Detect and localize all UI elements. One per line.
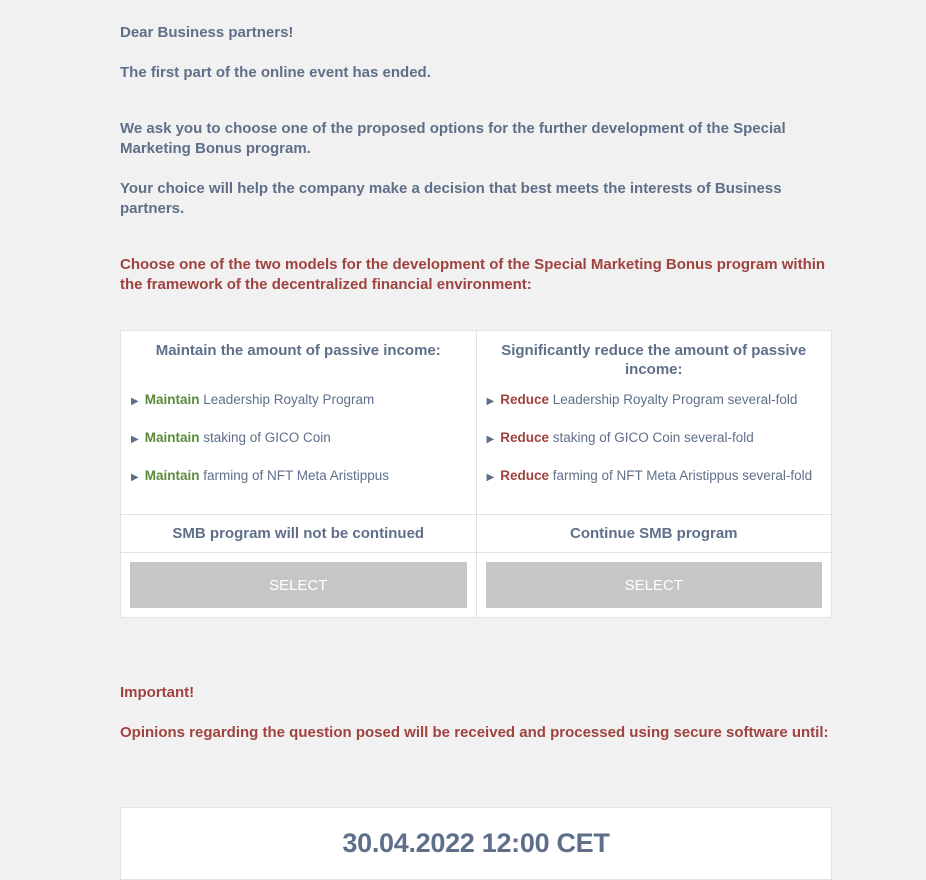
select-left-button[interactable]: SELECT: [130, 562, 467, 608]
item-keyword: Maintain: [144, 430, 200, 445]
option-left-list: [121, 391, 476, 514]
option-right-list: [477, 391, 832, 514]
triangle-right-icon: ▶: [486, 472, 495, 483]
opinions-text: Opinions regarding the question posed will be received and processed using secure software until:: [120, 724, 829, 741]
triangle-right-icon: ▶: [486, 434, 495, 445]
item-text: staking of GICO Coin several-fold: [548, 430, 754, 445]
list-item: [131, 429, 466, 448]
option-left-heading: Maintain the amount of passive income:: [155, 342, 441, 359]
triangle-right-icon: ▶: [131, 472, 139, 483]
important-heading: Important!: [120, 684, 195, 701]
triangle-right-icon: ▶: [486, 396, 495, 407]
option-right-heading: Significantly reduce the amount of passive income:: [501, 342, 807, 378]
item-keyword: Maintain: [144, 468, 200, 483]
option-right-footer: Continue SMB program: [476, 515, 832, 553]
item-text: staking of GICO Coin: [199, 430, 331, 445]
option-left-footer: SMB program will not be continued: [121, 515, 477, 553]
item-text: Leadership Royalty Program: [199, 392, 375, 407]
list-item: [487, 391, 822, 410]
option-left-column: [121, 331, 477, 515]
deadline-box: [120, 807, 832, 880]
event-ended-text: The first part of the online event has ended.: [120, 64, 431, 81]
option-right-button-cell: [476, 553, 832, 618]
deadline-date: 30.04.2022 12:00 CET: [342, 828, 610, 858]
list-item: [131, 467, 466, 486]
select-right-button[interactable]: SELECT: [486, 562, 823, 608]
options-table: [120, 330, 832, 618]
option-left-button-cell: [121, 553, 477, 618]
list-item: [487, 429, 822, 448]
item-keyword: Reduce: [500, 430, 549, 445]
item-text: farming of NFT Meta Aristippus several-fold: [548, 468, 813, 483]
ask-text: We ask you to choose one of the proposed options for the further development of the Special Marketing Bonus program.: [120, 120, 786, 157]
item-keyword: Reduce: [500, 468, 549, 483]
option-right-column: [476, 331, 832, 515]
item-keyword: Reduce: [500, 392, 549, 407]
list-item: [131, 391, 466, 410]
item-keyword: Maintain: [144, 392, 200, 407]
item-text: Leadership Royalty Program several-fold: [548, 392, 798, 407]
list-item: [487, 467, 822, 486]
triangle-right-icon: ▶: [131, 434, 139, 445]
choose-model-text: Choose one of the two models for the development of the Special Marketing Bonus program within the framework of the decentralized financial environment:: [120, 256, 826, 293]
choice-text: Your choice will help the company make a decision that best meets the interests of Business partners.: [120, 180, 782, 217]
triangle-right-icon: ▶: [131, 396, 139, 407]
greeting-text: Dear Business partners!: [120, 24, 294, 41]
item-text: farming of NFT Meta Aristippus: [199, 468, 390, 483]
